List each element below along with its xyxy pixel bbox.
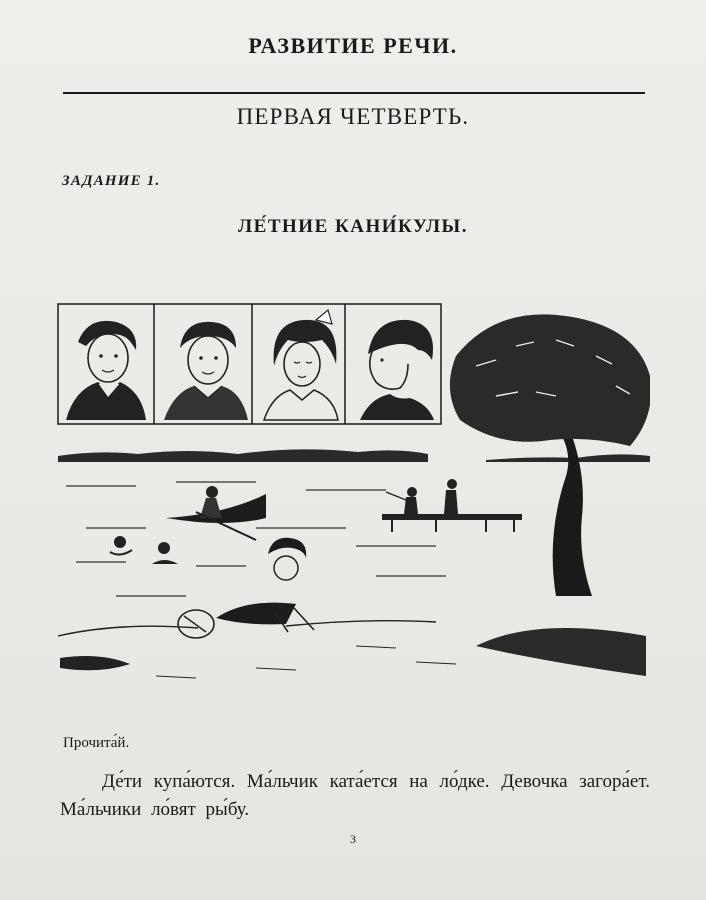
lake-scene [58, 314, 650, 696]
illustration [56, 296, 650, 696]
boy-portrait [66, 321, 146, 420]
page-number: 3 [350, 832, 356, 846]
task-label: ЗАДАНИЕ 1. [62, 173, 161, 189]
title-divider [63, 92, 645, 94]
girl-portrait [360, 320, 434, 420]
girl-sunbathing [178, 538, 314, 638]
exercise-text: Де́ти купа́ются. Ма́льчик ката́ется на ло́дке. Девочка загора́ет. Ма́льчики ло́вят ры́бу. [60, 771, 650, 820]
exercise-instruction: Прочита́й. [63, 735, 130, 751]
boat [166, 486, 266, 540]
portrait-strip [58, 304, 441, 424]
boy-portrait [164, 322, 248, 420]
quarter-heading: ПЕРВАЯ ЧЕТВЕРТЬ. [236, 104, 470, 129]
task-heading: ЛЕ́ТНИЕ КАНИ́КУЛЫ. [238, 216, 468, 237]
girl-portrait [264, 310, 338, 420]
page-title: РАЗВИТИЕ РЕЧИ. [248, 33, 458, 58]
